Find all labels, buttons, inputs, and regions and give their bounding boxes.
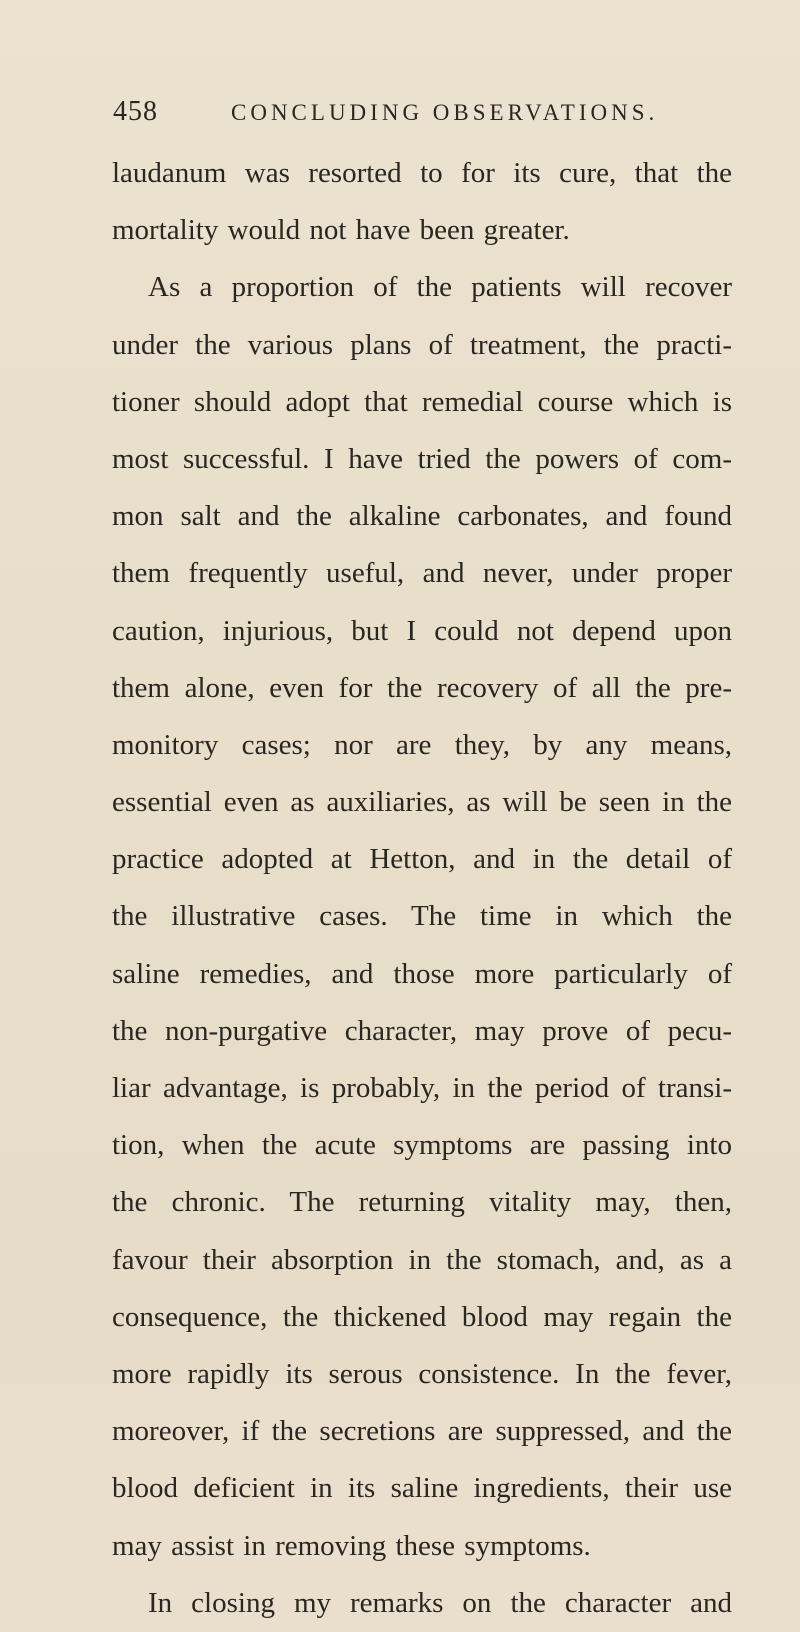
text-line: tioner should adopt that remedial course which is [112, 385, 732, 418]
text-line: laudanum was resorted to for its cure, that the [112, 157, 732, 189]
body-text [112, 145, 732, 1632]
page-number: 458 [113, 96, 158, 127]
text-line: mortality would not have been greater. [112, 214, 570, 247]
text-line: blood deficient in its saline ingredients, their use [112, 1472, 732, 1505]
page-header [113, 96, 733, 136]
text-line: may assist in removing these symptoms. [112, 1529, 591, 1562]
text-line: favour their absorption in the stomach, and, as a [112, 1243, 732, 1276]
running-title: CONCLUDING OBSERVATIONS. [231, 100, 659, 125]
text-line: liar advantage, is probably, in the period of transi- [112, 1072, 732, 1104]
text-line: them frequently useful, and never, under proper [112, 557, 732, 590]
paragraph-start-line: In closing my remarks on the character and [148, 1586, 732, 1619]
text-line: most successful. I have tried the powers of com- [112, 442, 732, 475]
text-line: them alone, even for the recovery of all the pre- [112, 671, 732, 704]
text-line: caution, injurious, but I could not depend upon [112, 614, 732, 647]
text-line: consequence, the thickened blood may regain the [112, 1300, 732, 1333]
text-line: monitory cases; nor are they, by any means, [112, 728, 732, 761]
text-line: more rapidly its serous consistence. In the fever, [112, 1357, 732, 1390]
paragraph-start-line: As a proportion of the patients will recover [148, 271, 732, 304]
text-line: essential even as auxiliaries, as will be seen in the [112, 786, 732, 819]
text-line: mon salt and the alkaline carbonates, and found [112, 500, 732, 533]
text-line: the chronic. The returning vitality may, then, [112, 1186, 732, 1219]
text-line: the non-purgative character, may prove of pecu- [112, 1014, 732, 1047]
text-line: the illustrative cases. The time in which the [112, 900, 732, 933]
text-line: saline remedies, and those more particularly of [112, 957, 732, 990]
text-line: practice adopted at Hetton, and in the detail of [112, 843, 732, 876]
text-line: under the various plans of treatment, the practi- [112, 328, 732, 361]
text-line: moreover, if the secretions are suppressed, and the [112, 1415, 732, 1448]
text-line: tion, when the acute symptoms are passing into [112, 1129, 732, 1162]
